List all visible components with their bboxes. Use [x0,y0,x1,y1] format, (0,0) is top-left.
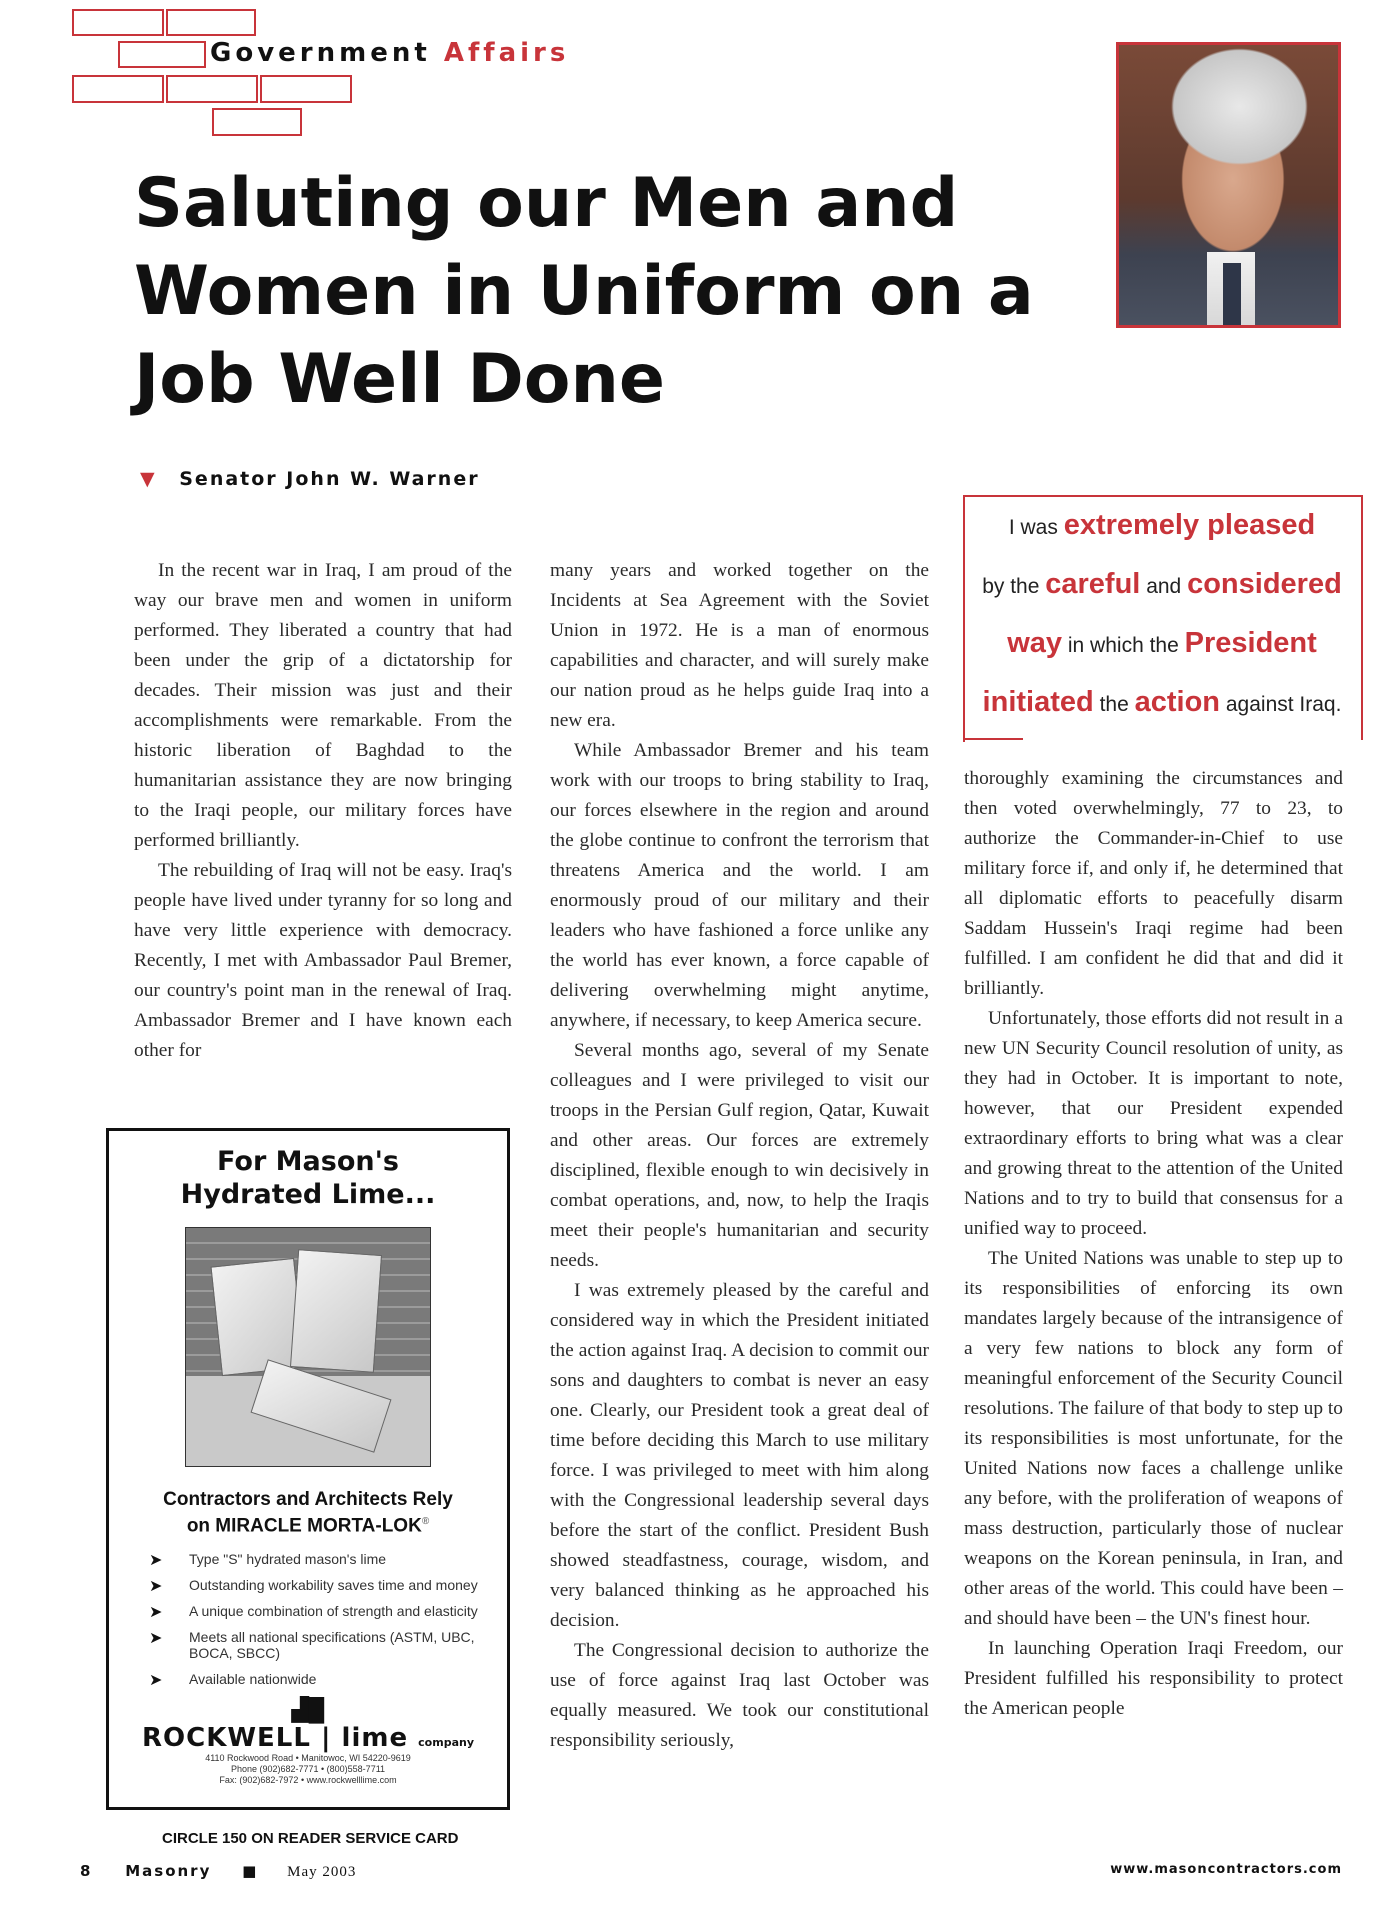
ad-subtitle-brand: on MIRACLE MORTA-LOK [186,1515,422,1537]
article-column-3 [964,764,1343,1724]
address-line: 4110 Rockwood Road • Manitowoc, WI 54220-9619 [205,1753,411,1764]
pull-quote-rule [963,497,965,742]
pull-quote-line [963,615,1361,674]
pq-highlight: careful [1045,568,1141,600]
pq-highlight: President [1184,627,1317,659]
pq-highlight: action [1134,686,1221,718]
ad-title-line: Hydrated Lime... [180,1179,436,1210]
brick-decoration [166,9,256,36]
pq-highlight: extremely pleased [1063,509,1316,541]
author-name: Senator John W. Warner [179,468,480,490]
reader-service-note: CIRCLE 150 ON READER SERVICE CARD [162,1830,459,1847]
ad-feature-list [149,1551,493,1690]
ad-feature-item [149,1577,493,1596]
pq-text: in which the [1067,634,1179,657]
phone-line: Phone (902)682-7771 • (800)558-7711 [230,1764,386,1775]
paragraph: Several months ago, several of my Senate colleagues and I were privileged to visit our troops in the Persian Gulf region, Qatar, Kuwait and other areas. Our forces are extremely disciplined, flexible enough to win decisively in combat operations, and, now, to help the Iraqis meet their people's humanitarian and security needs. [550,1040,929,1271]
pq-text: by the [982,575,1040,598]
logo-name: ROCKWELL [141,1723,311,1754]
brick-decoration [166,75,258,103]
issue-date: May 2003 [287,1864,357,1880]
company-logo [109,1697,507,1753]
pull-quote [963,495,1363,740]
registered-mark: ® [421,1516,430,1527]
brick-decoration [118,41,206,68]
section-label-accent: Affairs [443,38,570,68]
pq-text: and [1146,575,1182,598]
paragraph: The Congressional decision to authorize the use of force against Iraq last October was equally measured. We took our constitutional responsibility seriously, [550,1640,929,1751]
arrow-icon: ➤ [149,1630,163,1648]
ad-feature-text: Meets all national specifications (ASTM, UBC, BOCA, SBCC) [189,1629,475,1662]
author-portrait [1116,42,1341,328]
arrow-icon: ➤ [149,1604,163,1622]
pull-quote-rule [963,738,1023,740]
logo-wordmark: ROCKWELL | lime company [141,1723,474,1754]
brick-decoration [72,75,164,103]
paragraph: In the recent war in Iraq, I am proud of the way our brave men and women in uniform performed. They liberated a country that had been under the grip of a dictatorship for decades. Their mission was just and their accomplishments were remarkable. From the historic liberation of Baghdad to the humanitarian assistance they are now bringing to the Iraqi people, our military forces have performed brilliantly. [134,560,512,851]
section-label-main: Government [210,38,431,68]
ad-feature-text: A unique combination of strength and elasticity [189,1603,478,1620]
paragraph: Unfortunately, those efforts did not result in a new UN Security Council resolution of unity, as they had in October. It is important to note, however, that our President expended extraordinary efforts to bring what was a clear and growing threat to the attention of the United Nations and to try to build that consensus for a unified way to proceed. [964,1008,1343,1239]
pq-highlight: way [1007,627,1063,659]
ad-feature-text: Available nationwide [189,1671,317,1688]
pq-highlight: considered [1187,568,1342,600]
pq-highlight: initiated [982,686,1094,718]
pull-quote-line [963,556,1361,615]
arrow-icon: ➤ [149,1552,163,1570]
pq-text: the [1099,693,1129,716]
company-address [109,1753,507,1786]
ad-subtitle-line: Contractors and Architects Rely [163,1489,453,1510]
separator-icon: ■ [242,1862,257,1880]
pq-text: against Iraq. [1225,693,1342,716]
pull-quote-line [963,674,1361,733]
website-link[interactable]: www.masoncontractors.com [1110,1862,1342,1877]
portrait-tie [1223,263,1241,325]
section-label [210,38,569,68]
article-headline: Saluting our Men and Women in Uniform on a Job Well Done [134,164,1034,419]
ad-feature-item [149,1551,493,1570]
ad-subtitle [121,1489,495,1537]
ad-feature-text: Type "S" hydrated mason's lime [189,1551,387,1568]
product-photo [185,1227,431,1467]
ad-feature-text: Outstanding workability saves time and money [189,1577,478,1594]
ad-title [109,1145,507,1211]
pq-text: I was [1008,516,1058,539]
brick-decoration [260,75,352,103]
page-number: 8 [80,1862,91,1880]
ad-feature-item [149,1671,493,1690]
arrow-icon: ➤ [149,1578,163,1596]
paragraph: many years and worked together on the Incidents at Sea Agreement with the Soviet Union in 1972. He is a man of enormous capabilities and character, and will surely make our nation proud as he helps guide Iraq into a new era. [550,560,929,731]
logo-mark-icon: ▟█ [291,1697,325,1723]
triangle-marker-icon: ▼ [140,468,157,490]
logo-company: company [418,1736,474,1750]
logo-lime: lime [341,1723,409,1754]
arrow-icon: ➤ [149,1672,163,1690]
paragraph: While Ambassador Bremer and his team work with our troops to bring stability to Iraq, our forces elsewhere in the region and around the globe continue to confront the terrorism that threatens America and the world. I am enormously proud of our military and their leaders who have fashioned a force unlike any the world has ever known, a force capable of delivering overwhelming might anytime, anywhere, if necessary, to keep America secure. [550,740,929,1031]
ad-subtitle-line [121,1511,495,1537]
brick-decoration [212,108,302,136]
paragraph: thoroughly examining the circumstances and then voted overwhelmingly, 77 to 23, to authorize the Commander-in-Chief to use military force if, and only if, he determined that all diplomatic efforts to peacefully disarm Saddam Hussein's Iraqi regime had been fulfilled. I am confident he did that and did it brilliantly. [964,768,1343,999]
ad-feature-item [149,1629,493,1661]
fax-line: Fax: (902)682-7972 • www.rockwelllime.com [219,1775,397,1786]
pull-quote-line [963,497,1361,556]
product-bag [290,1249,382,1373]
advertisement[interactable] [106,1128,510,1810]
ad-title-line: For Mason's [217,1146,399,1177]
page-footer-left [80,1862,356,1881]
paragraph: The rebuilding of Iraq will not be easy. Iraq's people have lived under tyranny for so long and have very little experience with democracy. Recently, I met with Ambassador Paul Bremer, our country's point man in the renewal of Iraq. Ambassador Bremer and I have known each other for [134,860,512,1061]
byline [140,468,480,490]
brick-decoration [72,9,164,36]
ad-feature-item [149,1603,493,1622]
paragraph: The United Nations was unable to step up to its responsibilities of enforcing its own mandates largely because of the intransigence of a very few nations to block any form of meaningful enforcement of the Security Council resolutions. The failure of that body to step up to its responsibilities is most unfortunate, for the United Nations now faces a challenge unlike any before, with the proliferation of weapons of mass destruction, particularly those of nuclear weapons on the Korean peninsula, in Iran, and other areas of the world. This could have been – and should have been – the UN's finest hour. [964,1248,1343,1629]
paragraph: I was extremely pleased by the careful and considered way in which the President initiated the action against Iraq. A decision to commit our sons and daughters to combat is never an easy one. Clearly, our President took a great deal of time before deciding this March to use military force. I was privileged to meet with him along with the Congressional leadership several days before the start of the conflict. President Bush showed steadfastness, courage, wisdom, and very balanced thinking as he approached his decision. [550,1280,929,1631]
article-column-2 [550,556,929,1756]
paragraph: In launching Operation Iraqi Freedom, our President fulfilled his responsibility to protect the American people [964,1638,1343,1719]
magazine-name: Masonry [125,1862,212,1880]
article-column-1 [134,556,512,1066]
